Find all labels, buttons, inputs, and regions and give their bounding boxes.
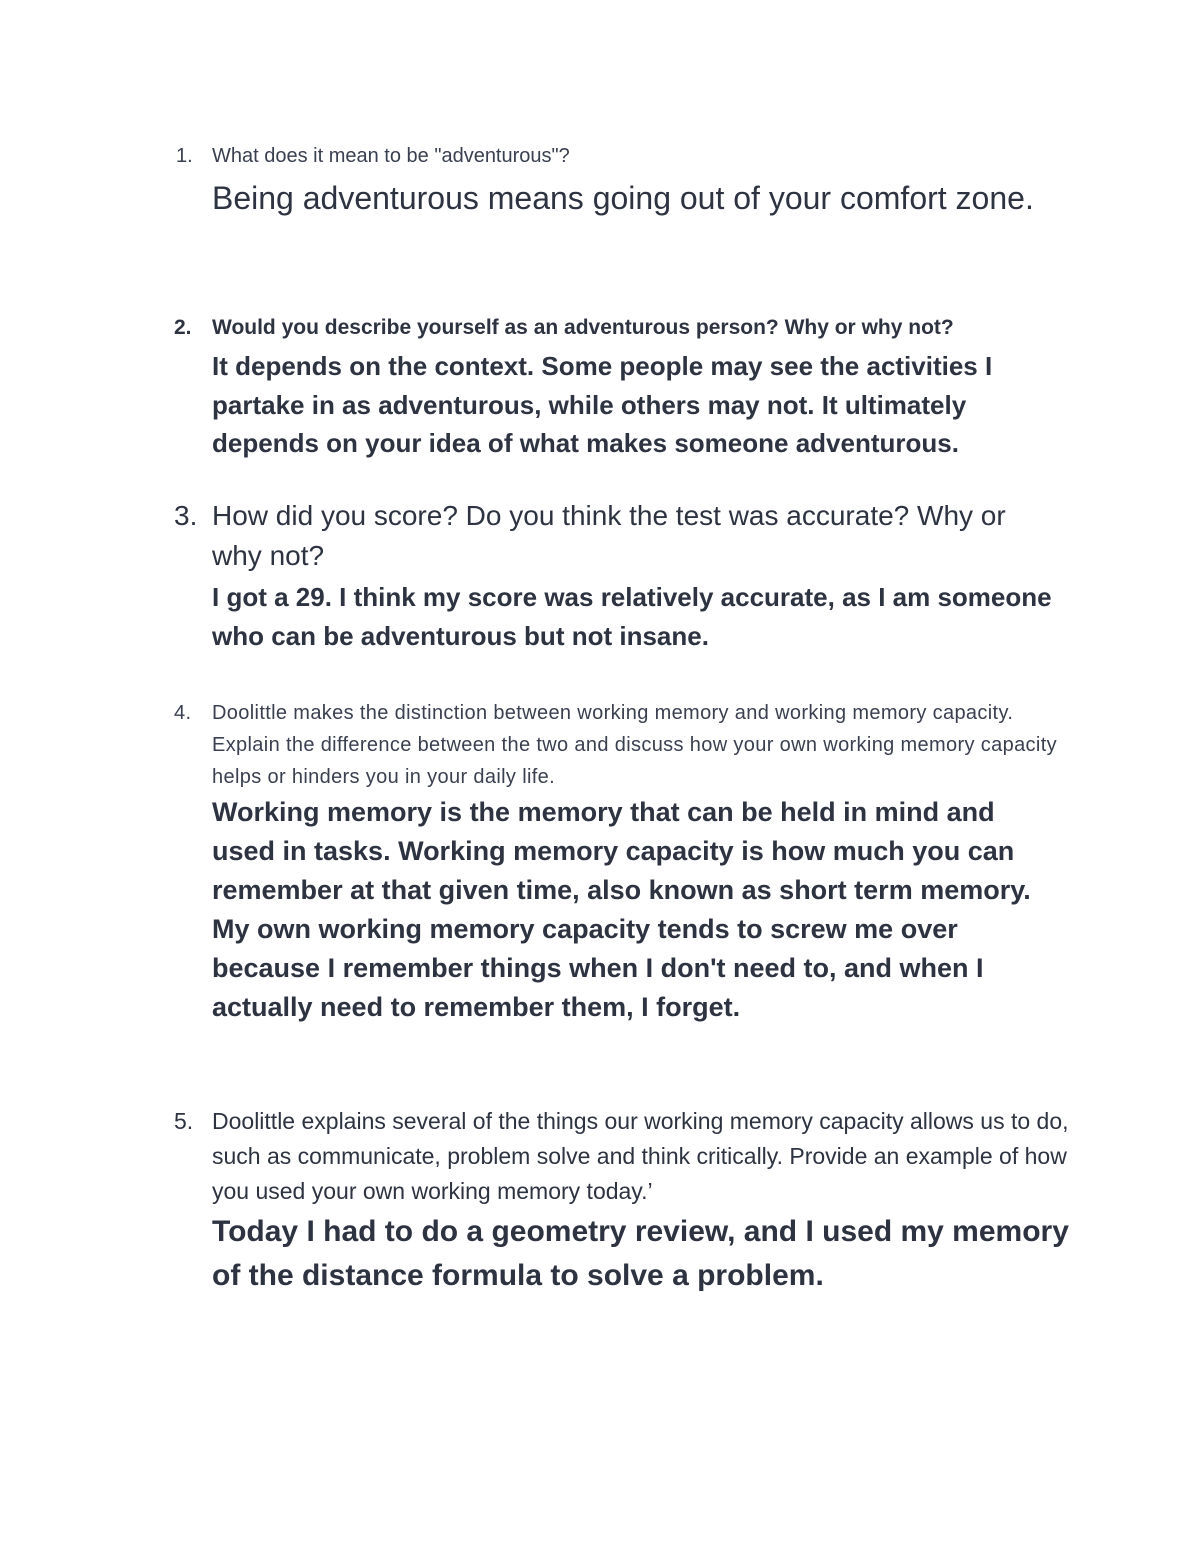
answer-text: Today I had to do a geometry review, and I used my memory of the distance formula to solve a problem. (212, 1215, 1069, 1292)
question-number: 1. (176, 145, 193, 167)
answer-text: Being adventurous means going out of your comfort zone. (212, 180, 1034, 216)
question-text: Doolittle explains several of the things our working memory capacity allows us to do, such as communicate, problem solve and think critically. Provide an example of how you used your own working memory today.’ (212, 1108, 1069, 1204)
question-text: Would you describe yourself as an adventurous person? Why or why not? (212, 316, 954, 339)
question-number: 4. (174, 702, 192, 724)
question-number: 2. (174, 316, 192, 339)
answer-text: Working memory is the memory that can be held in mind and used in tasks. Working memory capacity is how much you can remember at that given time, also known as short term memory. My own working memory capacity tends to screw me over because I remember things when I don't need to, and when I actually need to remember them, I forget. (212, 797, 1031, 1022)
answer-text: I got a 29. I think my score was relatively accurate, as I am someone who can be adventurous but not insane. (212, 582, 1052, 651)
answer-text: It depends on the context. Some people may see the activities I partake in as adventurous, while others may not. It ultimately depends on your idea of what makes someone adventurous. (212, 351, 993, 458)
question-text: Doolittle makes the distinction between working memory and working memory capacity. Explain the difference between the two and discuss how your own working memory capacity helps or hinders you in your daily life. (212, 702, 1057, 788)
question-number: 5. (174, 1108, 194, 1134)
question-number: 3. (174, 500, 198, 531)
question-text: What does it mean to be "adventurous"? (212, 145, 570, 167)
question-text: How did you score? Do you think the test was accurate? Why or why not? (212, 500, 1006, 571)
